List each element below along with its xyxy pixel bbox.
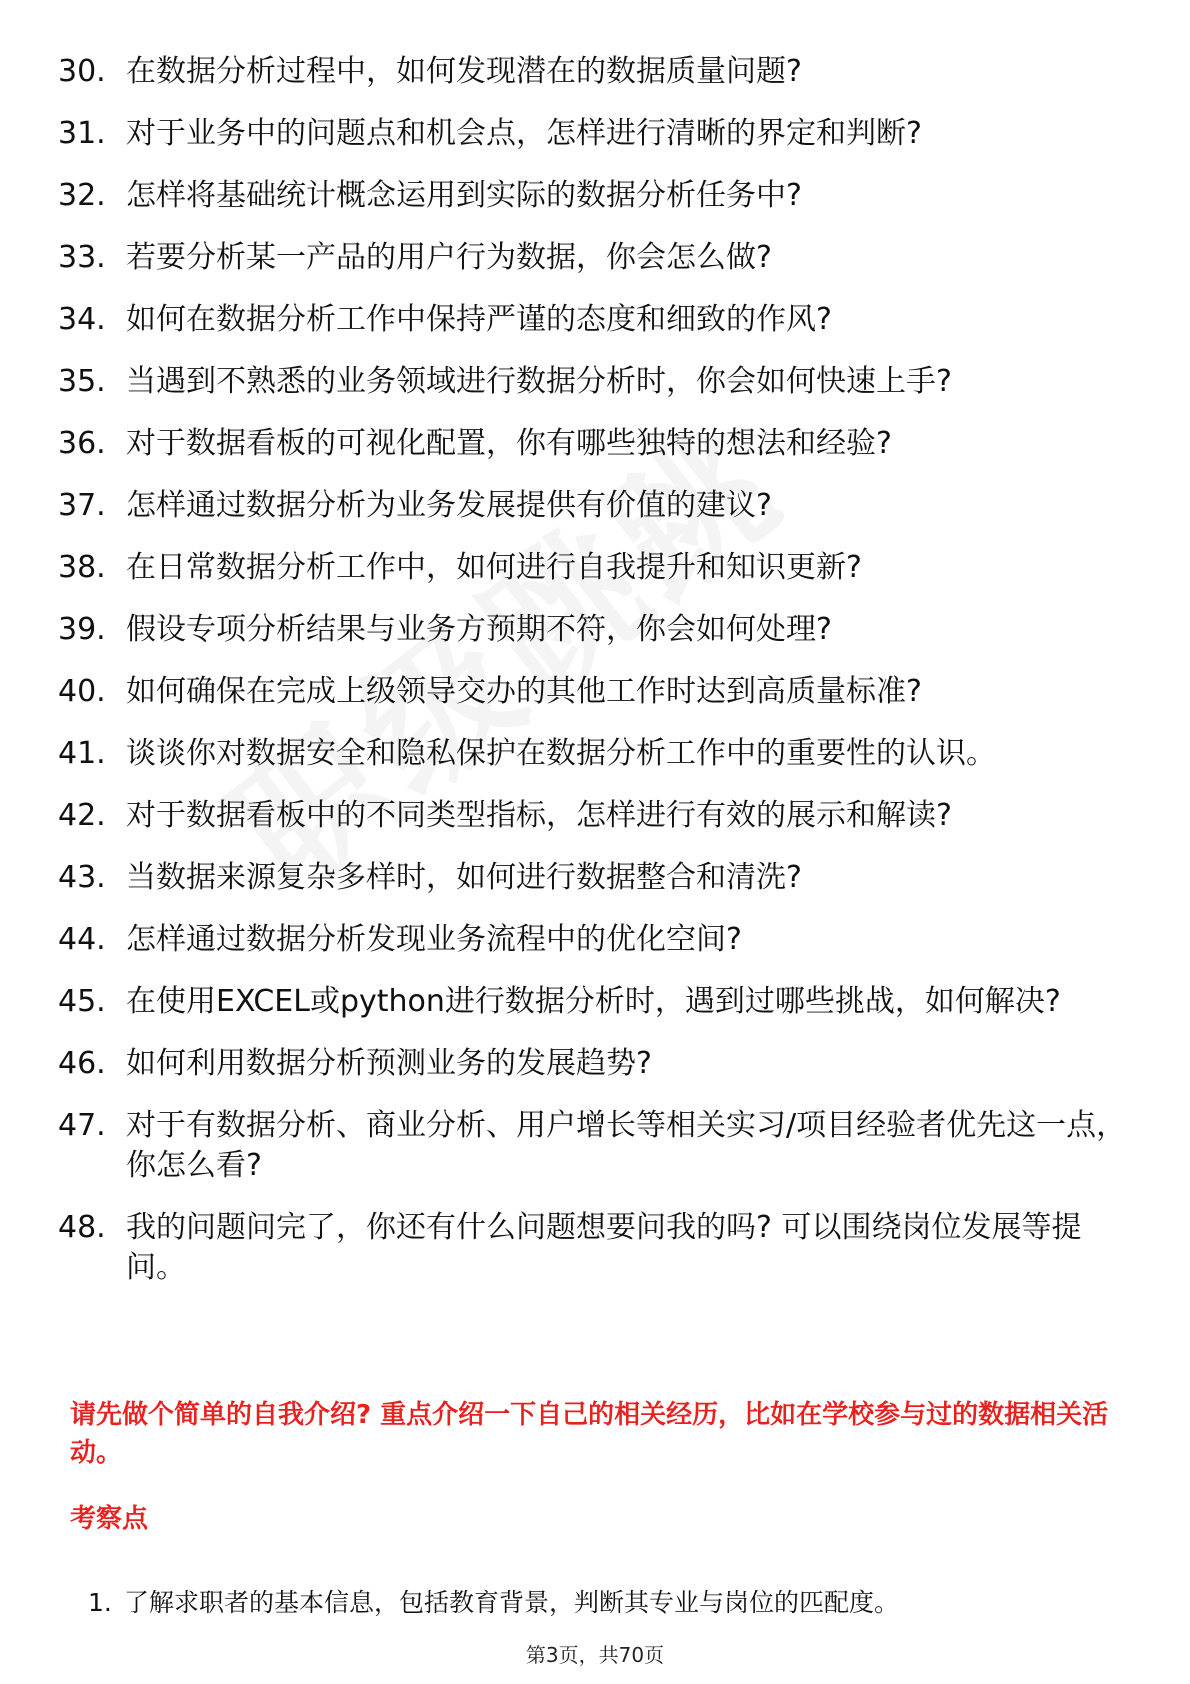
question-text: 对于有数据分析、商业分析、用户增长等相关实习/项目经验者优先这一点，你怎么看? (126, 1108, 1127, 1183)
question-item (58, 610, 1128, 650)
question-item (58, 486, 1128, 526)
question-number: 32. (58, 178, 106, 213)
question-text: 怎样通过数据分析为业务发展提供有价值的建议? (126, 488, 772, 523)
question-number: 39. (58, 612, 106, 647)
question-text: 对于业务中的问题点和机会点，怎样进行清晰的界定和判断? (126, 116, 922, 151)
question-text: 对于数据看板的可视化配置，你有哪些独特的想法和经验? (126, 426, 892, 461)
question-text: 若要分析某一产品的用户行为数据，你会怎么做? (126, 240, 772, 275)
question-item (58, 796, 1128, 836)
point-text: 了解求职者的基本信息，包括教育背景，判断其专业与岗位的匹配度。 (124, 1588, 900, 1617)
question-number: 35. (58, 364, 106, 399)
question-list (58, 52, 1128, 1310)
question-text: 如何在数据分析工作中保持严谨的态度和细致的作风? (126, 302, 832, 337)
question-item (58, 362, 1128, 402)
question-number: 38. (58, 550, 106, 585)
question-number: 42. (58, 798, 106, 833)
question-text: 谈谈你对数据安全和隐私保护在数据分析工作中的重要性的认识。 (126, 736, 996, 771)
question-item (58, 114, 1128, 154)
question-number: 36. (58, 426, 106, 461)
question-item (58, 176, 1128, 216)
question-number: 45. (58, 984, 106, 1019)
question-item (58, 920, 1128, 960)
question-text: 如何确保在完成上级领导交办的其他工作时达到高质量标准? (126, 674, 922, 709)
question-number: 44. (58, 922, 106, 957)
question-text: 在日常数据分析工作中，如何进行自我提升和知识更新? (126, 550, 862, 585)
question-text: 对于数据看板中的不同类型指标，怎样进行有效的展示和解读? (126, 798, 952, 833)
question-text: 怎样将基础统计概念运用到实际的数据分析任务中? (126, 178, 802, 213)
question-number: 40. (58, 674, 106, 709)
question-number: 47. (58, 1108, 106, 1143)
question-number: 33. (58, 240, 106, 275)
question-text: 我的问题问完了，你还有什么问题想要问我的吗? 可以围绕岗位发展等提问。 (126, 1210, 1082, 1285)
question-item (58, 982, 1128, 1022)
question-text: 当数据来源复杂多样时，如何进行数据整合和清洗? (126, 860, 802, 895)
question-item (58, 52, 1128, 92)
question-number: 30. (58, 54, 106, 89)
question-number: 43. (58, 860, 106, 895)
question-text: 在数据分析过程中，如何发现潜在的数据质量问题? (126, 54, 802, 89)
point-number: 1. (88, 1588, 112, 1617)
question-text: 在使用EXCEL或python进行数据分析时，遇到过哪些挑战，如何解决? (126, 984, 1061, 1019)
question-text: 假设专项分析结果与业务方预期不符，你会如何处理? (126, 612, 832, 647)
question-item (58, 548, 1128, 588)
question-item (58, 858, 1128, 898)
question-number: 41. (58, 736, 106, 771)
question-item (58, 238, 1128, 278)
point-item (88, 1585, 1128, 1621)
question-text: 怎样通过数据分析发现业务流程中的优化空间? (126, 922, 742, 957)
page-footer: 第3页，共70页 (525, 1643, 665, 1667)
question-item (58, 672, 1128, 712)
question-item (58, 1208, 1128, 1288)
question-item (58, 734, 1128, 774)
question-text: 如何利用数据分析预测业务的发展趋势? (126, 1046, 652, 1081)
intro-question: 请先做个简单的自我介绍? 重点介绍一下自己的相关经历，比如在学校参与过的数据相关活动。 (70, 1400, 1109, 1468)
question-number: 31. (58, 116, 106, 151)
question-item (58, 424, 1128, 464)
question-item (58, 300, 1128, 340)
question-number: 46. (58, 1046, 106, 1081)
question-number: 34. (58, 302, 106, 337)
question-item (58, 1106, 1128, 1186)
question-number: 48. (58, 1210, 106, 1245)
point-list (88, 1585, 1128, 1621)
question-item (58, 1044, 1128, 1084)
question-number: 37. (58, 488, 106, 523)
section-heading: 考察点 (70, 1504, 149, 1534)
question-text: 当遇到不熟悉的业务领域进行数据分析时，你会如何快速上手? (126, 364, 952, 399)
